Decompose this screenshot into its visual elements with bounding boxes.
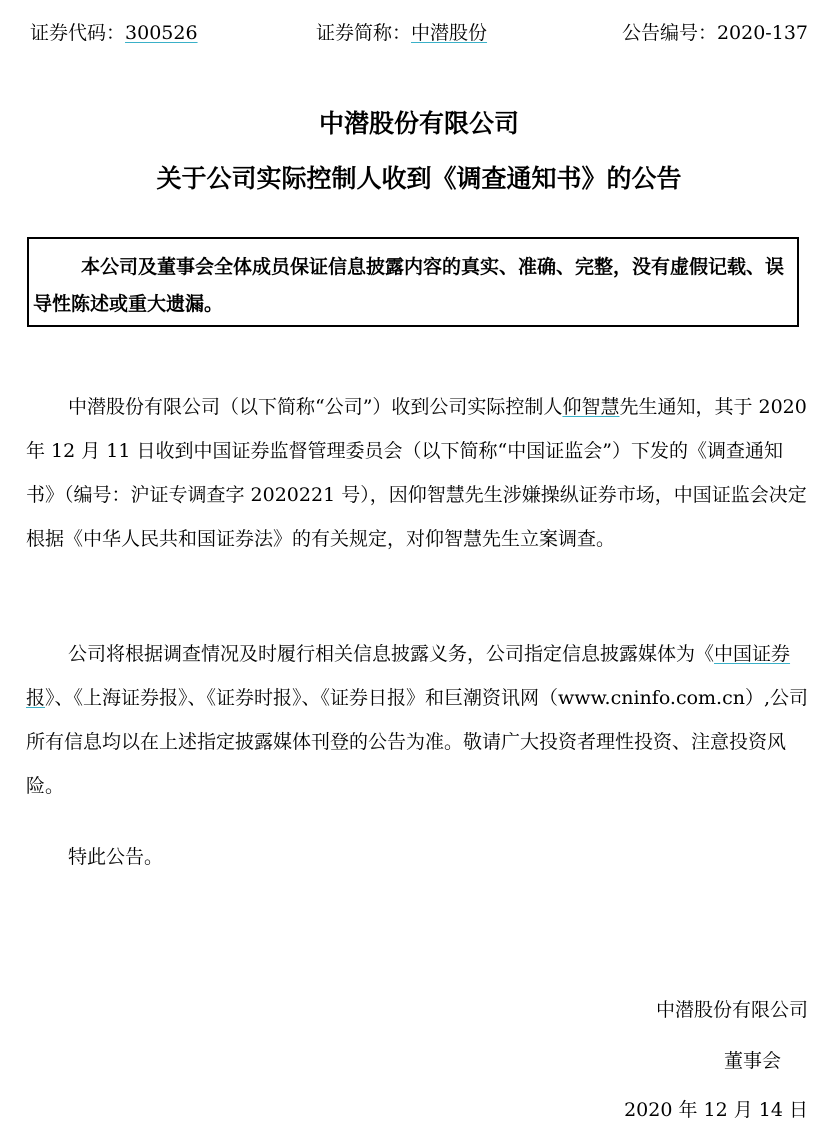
announcement-title: 关于公司实际控制人收到《调查通知书》的公告 [156, 164, 682, 193]
disclaimer-text: 本公司及董事会全体成员保证信息披露内容的真实、准确、完整，没有虚假记载、误导性陈述或重大遗漏。 [33, 256, 785, 315]
disclaimer-box [27, 237, 799, 327]
signature-date: 2020 年 12 月 14 日 [624, 1099, 808, 1121]
paragraph-2 [26, 632, 808, 808]
paragraph-3 [26, 835, 808, 879]
controller-name-link[interactable]: 仰智慧 [562, 396, 620, 418]
announcement-number-value: 2020-137 [716, 22, 808, 44]
document-header [30, 18, 808, 48]
paragraph-1-part-a: 中潜股份有限公司（以下简称“公司”）收到公司实际控制人 [68, 396, 563, 418]
paragraph-2-part-a: 公司将根据调查情况及时履行相关信息披露义务，公司指定信息披露媒体为《 [68, 643, 715, 665]
signature-company: 中潜股份有限公司 [655, 999, 808, 1021]
paragraph-2-part-b: 》、《上海证券报》、《证券时报》、《证券日报》和巨潮资讯网（www.cninfo.com.cn）,公司所有信息均以在上述指定披露媒体刊登的公告为准。敬请广大投资者理性投资、注意投资风险。 [26, 687, 809, 797]
signature-board: 董事会 [723, 1050, 781, 1072]
closing-text: 特此公告。 [68, 846, 164, 868]
company-title: 中潜股份有限公司 [318, 109, 519, 138]
paragraph-1 [26, 385, 808, 561]
security-name-label: 证券简称： [316, 22, 412, 44]
security-name [316, 18, 487, 48]
security-code-label: 证券代码： [30, 22, 126, 44]
security-code-value[interactable]: 300526 [125, 22, 198, 44]
security-code [30, 18, 198, 48]
paragraph-1-part-b: 先生通知，其于 2020 年 12 月 11 日收到中国证券监督管理委员会（以下简称“中国证监会”）下发的《调查通知书》（编号：沪证专调查字 2020221 号），因仰智慧先生涉嫌操纵证券市场，中国证监会决定根据《中华人民共和国证券法》的有关规定，对仰智慧先生立案调查。 [26, 396, 807, 550]
security-name-value[interactable]: 中潜股份 [411, 22, 488, 44]
china-securities-journal-link[interactable]: 中国证券报 [26, 643, 791, 709]
announcement-number [622, 18, 808, 48]
announcement-number-label: 公告编号： [621, 22, 717, 44]
